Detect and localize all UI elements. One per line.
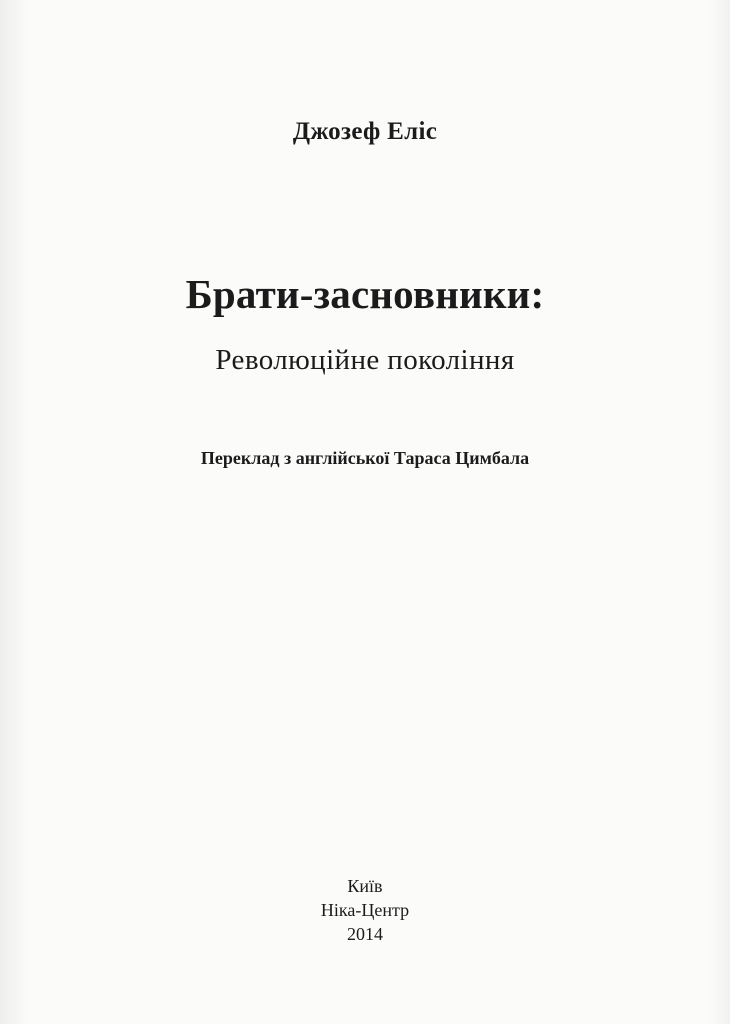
publisher-name: Ніка-Центр [320, 900, 410, 920]
publication-year: 2014 [347, 924, 383, 944]
translator-credit: Переклад з англійської Тараса Цимбала [200, 448, 530, 468]
publication-city: Київ [347, 876, 383, 896]
book-subtitle: Революційне покоління [215, 344, 515, 376]
book-title: Брати-засновники: [185, 271, 545, 317]
publication-imprint [0, 874, 730, 946]
author-name: Джозеф Еліс [292, 118, 438, 145]
